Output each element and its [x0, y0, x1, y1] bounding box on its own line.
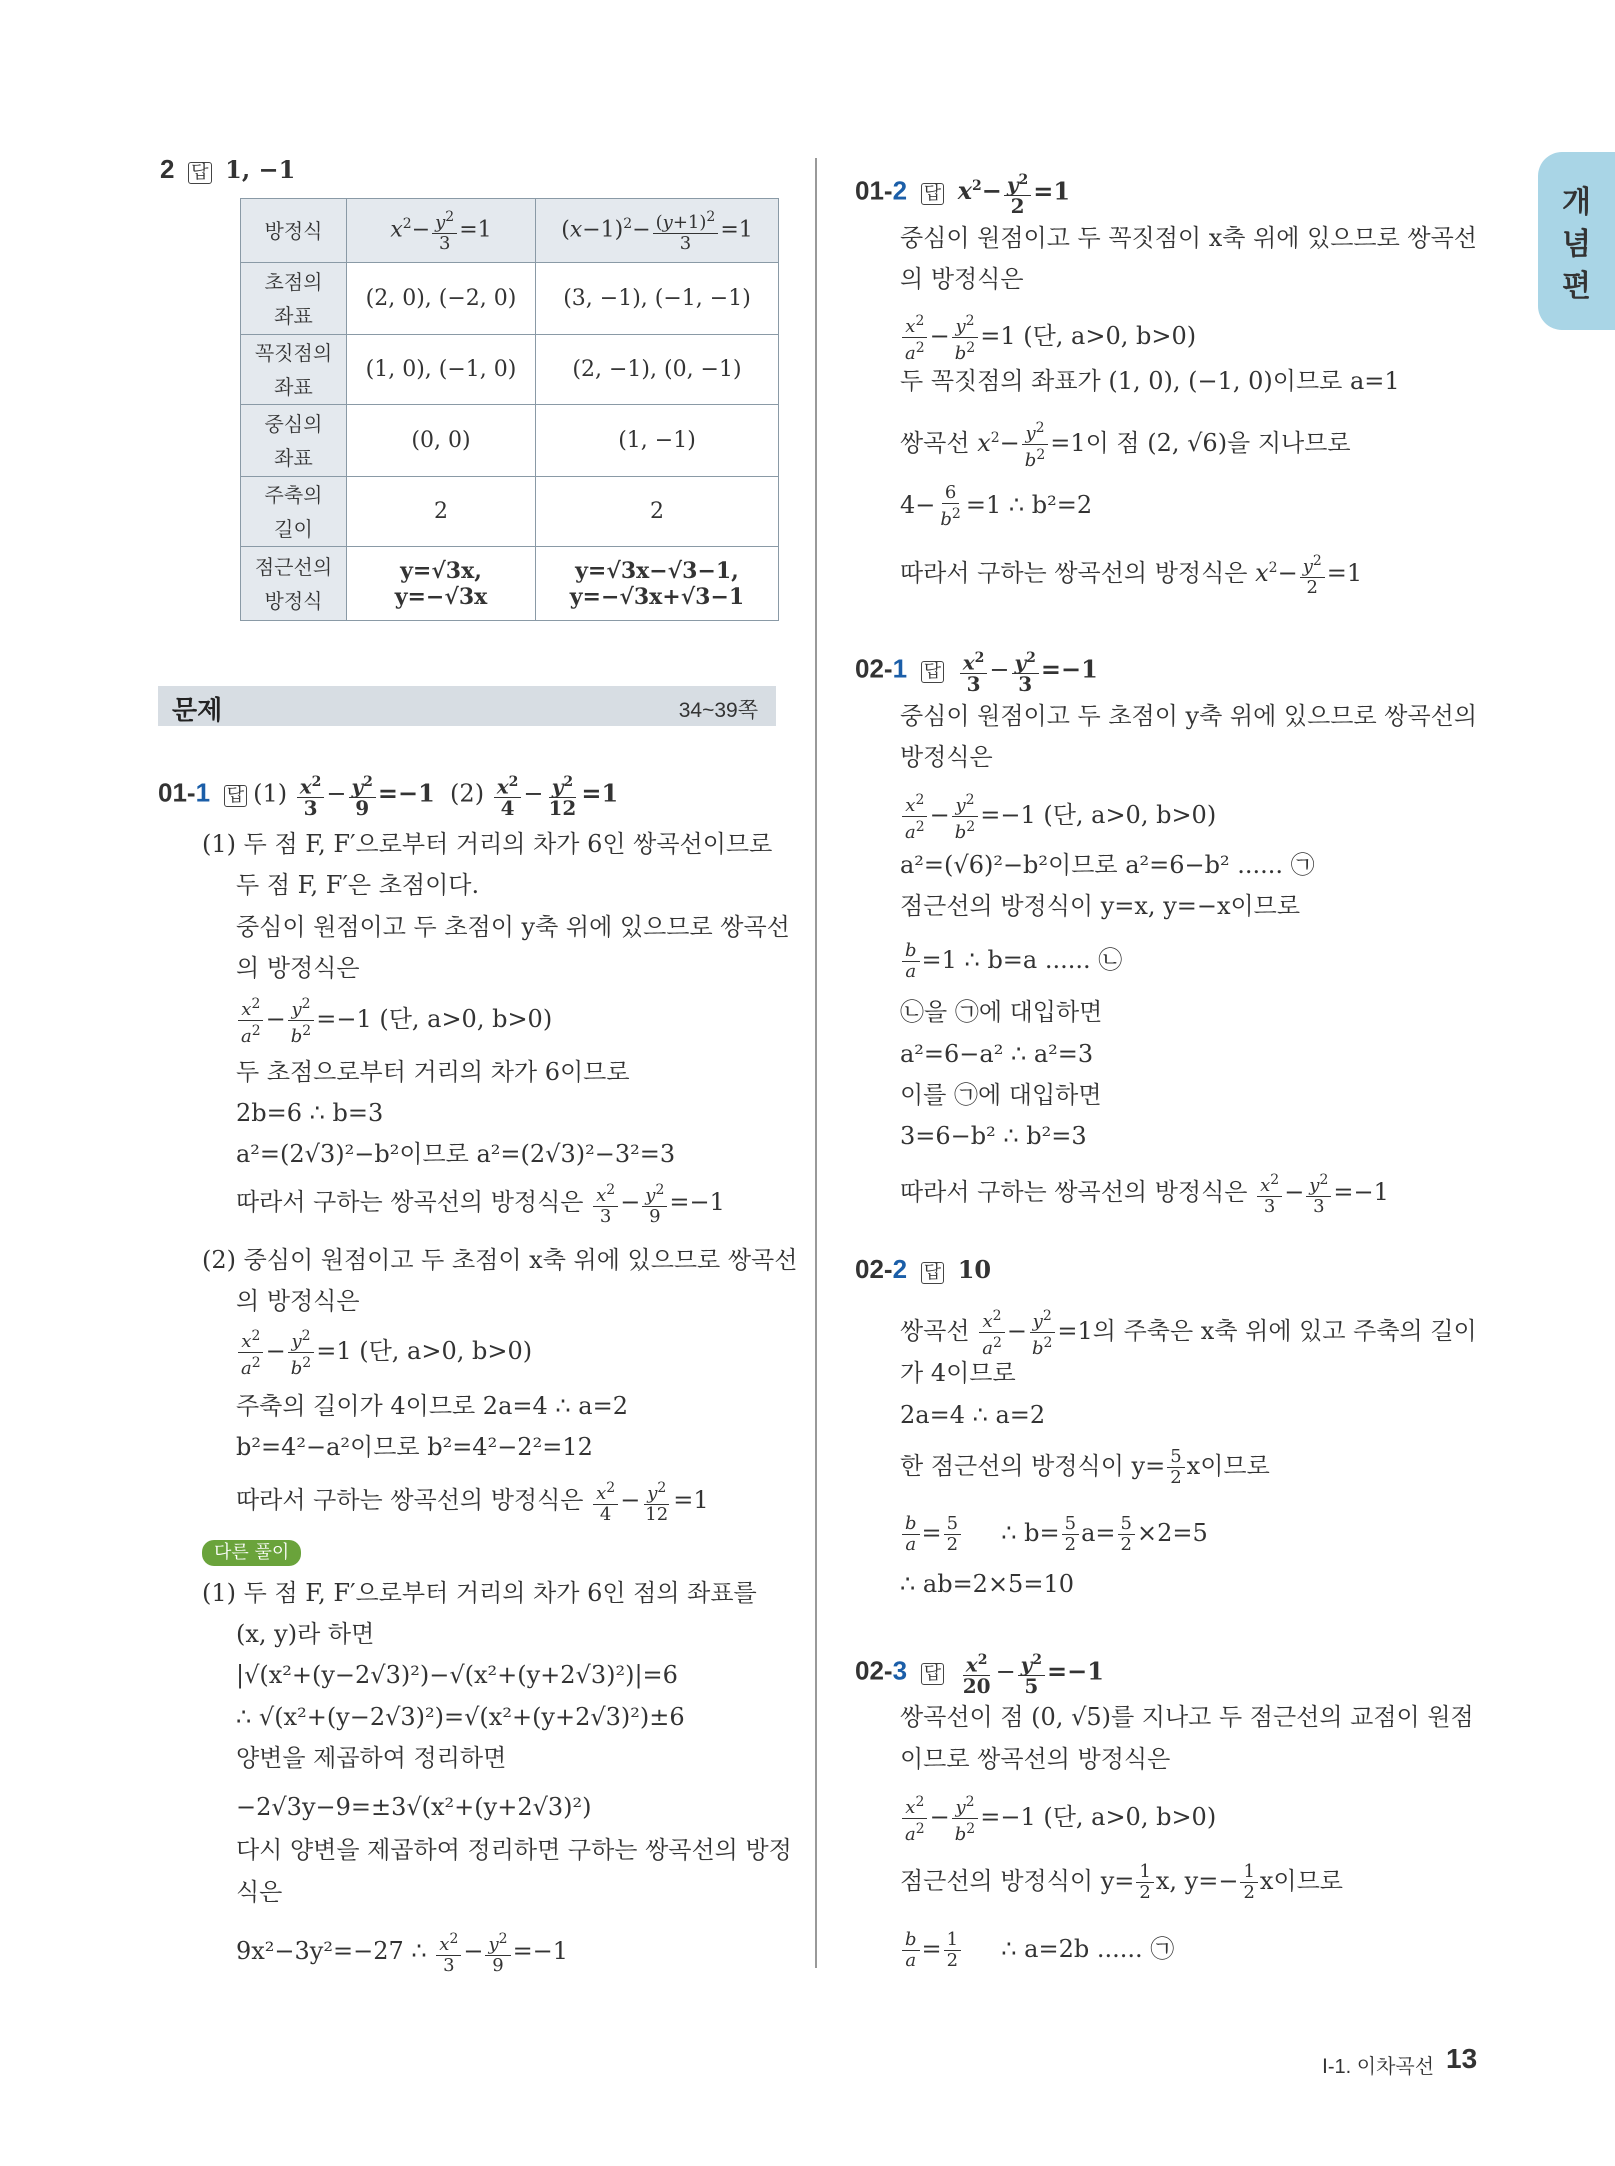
table-cell: 2: [347, 477, 536, 547]
table-row-label-asymptote: 점근선의 방정식: [241, 547, 347, 621]
hyperbola-summary-table: [240, 198, 779, 621]
text-line: 2a=4 ∴ a=2: [900, 1401, 1046, 1429]
text-line: (1) 두 점 F, F′으로부터 거리의 차가 6인 쌍곡선이므로: [202, 830, 773, 858]
problem-02-2-number: 02-2: [855, 1254, 908, 1284]
footer-section: Ⅰ-1. 이차곡선: [1322, 2056, 1435, 2078]
text-line: 주축의 길이가 4이므로 2a=4 ∴ a=2: [236, 1392, 628, 1420]
equation-line: $\frac{x^2}{a^2}$ − $\frac{y^2}{b^2}$ =−1 (단, a>0, b>0): [900, 790, 1216, 843]
table-header-hyperbola-2: $(x-1)^2-$ $\frac{(y+1)^2}{3}$ =1: [536, 199, 779, 263]
table-row-label-focus: 초점의 좌표: [241, 263, 347, 335]
text-line: 다시 양변을 제곱하여 정리하면 구하는 쌍곡선의 방정: [236, 1836, 792, 1864]
table-cell: (0, 0): [347, 405, 536, 477]
table-cell: (1, −1): [536, 405, 779, 477]
equation-line: $\frac{b}{a}$ = $\frac{1}{2}$ ∴ a=2b ...... ㉠: [900, 1930, 1174, 1971]
equation-line: $\frac{x^2}{a^2}$ − $\frac{y^2}{b^2}$ =−1 (단, a>0, b>0): [236, 994, 552, 1047]
table-row-label-vertex: 꼭짓점의 좌표: [241, 335, 347, 405]
text-line: (1) 두 점 F, F′으로부터 거리의 차가 6인 점의 좌표를: [202, 1579, 757, 1607]
alternative-solution-badge: 다른 풀이: [202, 1540, 301, 1566]
equation-line: 9x²−3y²=−27 ∴ $\frac{x^2}{3}$ − $\frac{y^2}{9}$ =−1: [236, 1931, 569, 1976]
text-line: 가 4이므로: [900, 1359, 1016, 1387]
equation-line: 쌍곡선 $\frac{x^2}{a^2}$ − $\frac{y^2}{b^2}$ =1의 주축은 x축 위에 있고 주축의 길이: [900, 1308, 1477, 1359]
table-cell: 2: [536, 477, 779, 547]
text-line: 두 꼭짓점의 좌표가 (1, 0), (−1, 0)이므로 a=1: [900, 367, 1400, 395]
answer-mark-icon: 답: [921, 183, 944, 205]
text-line: 점근선의 방정식이 y=x, y=−x이므로: [900, 892, 1301, 920]
text-line: 두 점 F, F′은 초점이다.: [236, 871, 480, 899]
problem-01-1-number: 01-1: [158, 777, 211, 808]
problem-2-number: 2: [160, 154, 175, 184]
problem-2-header: [160, 153, 295, 186]
section-header-bar: [158, 686, 776, 726]
text-line: 양변을 제곱하여 정리하면: [236, 1744, 507, 1772]
text-line: 의 방정식은: [236, 954, 360, 982]
answer-mark-icon: 답: [921, 661, 944, 683]
problem-01-2-header: 01-2 답 $x^2-$ $\frac{y^2}{2}$ =1: [855, 172, 1071, 218]
equation-line: 한 점근선의 방정식이 y= $\frac{5}{2}$ x이므로: [900, 1446, 1270, 1488]
tab-char-3: 편: [1562, 269, 1591, 304]
equation-line: 따라서 구하는 쌍곡선의 방정식은 $\frac{x^2}{3}$ − $\frac{y^2}{3}$ =−1: [900, 1172, 1389, 1217]
text-line: ∴ √(x²+(y−2√3)²)=√(x²+(y+2√3)²)±6: [236, 1703, 685, 1731]
table-cell: (2, 0), (−2, 0): [347, 263, 536, 335]
text-line: (2) 중심이 원점이고 두 초점이 x축 위에 있으므로 쌍곡선: [202, 1246, 798, 1274]
text-line: 3=6−b² ∴ b²=3: [900, 1122, 1087, 1150]
equation-line: 4− $\frac{6}{b^2}$ =1 ∴ b²=2: [900, 482, 1093, 530]
problem-02-3-number: 02-3: [855, 1655, 908, 1686]
text-line: 식은: [236, 1878, 283, 1906]
table-cell: y=√3x−√3−1, y=−√3x+√3−1: [536, 547, 779, 621]
text-line: ∴ ab=2×5=10: [900, 1570, 1074, 1598]
problem-02-1-header: 02-1 답 $\frac{x^2}{3}$ − $\frac{y^2}{3}$ =−1: [855, 650, 1098, 696]
text-line: 방정식은: [900, 743, 993, 771]
equation-line: 따라서 구하는 쌍곡선의 방정식은 $\frac{x^2}{3}$ − $\frac{y^2}{9}$ =−1: [236, 1182, 725, 1227]
problem-02-2-header: [855, 1253, 991, 1286]
text-line: ㉡을 ㉠에 대입하면: [900, 998, 1103, 1026]
answer-mark-icon: 답: [921, 1262, 944, 1284]
problem-02-3-header: 02-3 답 $\frac{x^2}{20}$ − $\frac{y^2}{5}$ =−1: [855, 1652, 1104, 1698]
equation-line: 점근선의 방정식이 y= $\frac{1}{2}$ x, y=− $\frac{1}{2}$ x이므로: [900, 1861, 1343, 1903]
chapter-side-tab: [1538, 152, 1615, 330]
answer-mark-icon: 답: [188, 162, 211, 184]
text-line: 이를 ㉠에 대입하면: [900, 1081, 1102, 1109]
text-line: −2√3y−9=±3√(x²+(y+2√3)²): [236, 1793, 592, 1821]
problem-02-1-number: 02-1: [855, 653, 908, 684]
tab-char-2: 념: [1562, 227, 1591, 262]
text-line: 중심이 원점이고 두 꼭짓점이 x축 위에 있으므로 쌍곡선: [900, 224, 1477, 252]
table-row-label-center: 중심의 좌표: [241, 405, 347, 477]
equation-line: $\frac{b}{a}$ = $\frac{5}{2}$ ∴ b= $\frac{5}{2}$ a= $\frac{5}{2}$ ×2=5: [900, 1514, 1208, 1555]
equation-line: $\frac{x^2}{a^2}$ − $\frac{y^2}{b^2}$ =1 (단, a>0, b>0): [900, 311, 1196, 364]
text-line: 의 방정식은: [236, 1287, 360, 1315]
equation-line: 쌍곡선 $x^2-$ $\frac{y^2}{b^2}$ =1이 점 (2, √6)을 지나므로: [900, 420, 1351, 471]
table-cell: (2, −1), (0, −1): [536, 335, 779, 405]
equation-line: $\frac{b}{a}$ =1 ∴ b=a ...... ㉡: [900, 941, 1122, 982]
table-row-label-axis: 주축의 길이: [241, 477, 347, 547]
table-header-equation: 방정식: [241, 199, 347, 263]
problem-2-answer: 1, −1: [225, 155, 296, 184]
table-header-hyperbola-1: $x^2-$ $\frac{y^2}{3}$ =1: [347, 199, 536, 263]
text-line: 2b=6 ∴ b=3: [236, 1099, 384, 1127]
text-line: b²=4²−a²이므로 b²=4²−2²=12: [236, 1433, 593, 1461]
problem-01-2-number: 01-2: [855, 175, 908, 206]
text-line: 쌍곡선이 점 (0, √5)를 지나고 두 점근선의 교점이 원점: [900, 1703, 1474, 1731]
text-line: 두 초점으로부터 거리의 차가 6이므로: [236, 1058, 630, 1086]
equation-line: $\frac{x^2}{a^2}$ − $\frac{y^2}{b^2}$ =1 (단, a>0, b>0): [236, 1326, 532, 1379]
text-line: (x, y)라 하면: [236, 1620, 375, 1648]
table-cell: (1, 0), (−1, 0): [347, 335, 536, 405]
text-line: 중심이 원점이고 두 초점이 y축 위에 있으므로 쌍곡선: [236, 913, 790, 941]
table-cell: y=√3x, y=−√3x: [347, 547, 536, 621]
column-divider: [815, 158, 817, 1968]
tab-char-1: 개: [1562, 185, 1591, 220]
equation-line: $\frac{x^2}{a^2}$ − $\frac{y^2}{b^2}$ =−1 (단, a>0, b>0): [900, 1792, 1216, 1845]
section-title: 문제: [172, 695, 223, 725]
text-line: a²=6−a² ∴ a²=3: [900, 1040, 1094, 1068]
equation-line: 따라서 구하는 쌍곡선의 방정식은 $x^2-$ $\frac{y^2}{2}$ =1: [900, 553, 1363, 598]
page-number: 13: [1446, 2043, 1478, 2074]
table-cell: (3, −1), (−1, −1): [536, 263, 779, 335]
text-line: 의 방정식은: [900, 265, 1024, 293]
text-line: |√(x²+(y−2√3)²)−√(x²+(y+2√3)²)|=6: [236, 1661, 678, 1689]
problem-01-1-header: 01-1 답 (1) $\frac{x^2}{3}$ − $\frac{y^2}{9}$ =−1 (2) $\frac{x^2}{4}$ − $\frac{y^2}{12}$ =1: [158, 774, 619, 820]
equation-line: 따라서 구하는 쌍곡선의 방정식은 $\frac{x^2}{4}$ − $\frac{y^2}{12}$ =1: [236, 1480, 709, 1525]
text-line: 중심이 원점이고 두 초점이 y축 위에 있으므로 쌍곡선의: [900, 702, 1478, 730]
text-line: a²=(√6)²−b²이므로 a²=6−b² ...... ㉠: [900, 851, 1315, 879]
text-line: 이므로 쌍곡선의 방정식은: [900, 1745, 1171, 1773]
section-pages: 34~39쪽: [678, 699, 758, 722]
answer-mark-icon: 답: [224, 785, 247, 807]
problem-02-2-answer: 10: [957, 1255, 992, 1284]
text-line: a²=(2√3)²−b²이므로 a²=(2√3)²−3²=3: [236, 1140, 676, 1168]
answer-mark-icon: 답: [921, 1663, 944, 1685]
